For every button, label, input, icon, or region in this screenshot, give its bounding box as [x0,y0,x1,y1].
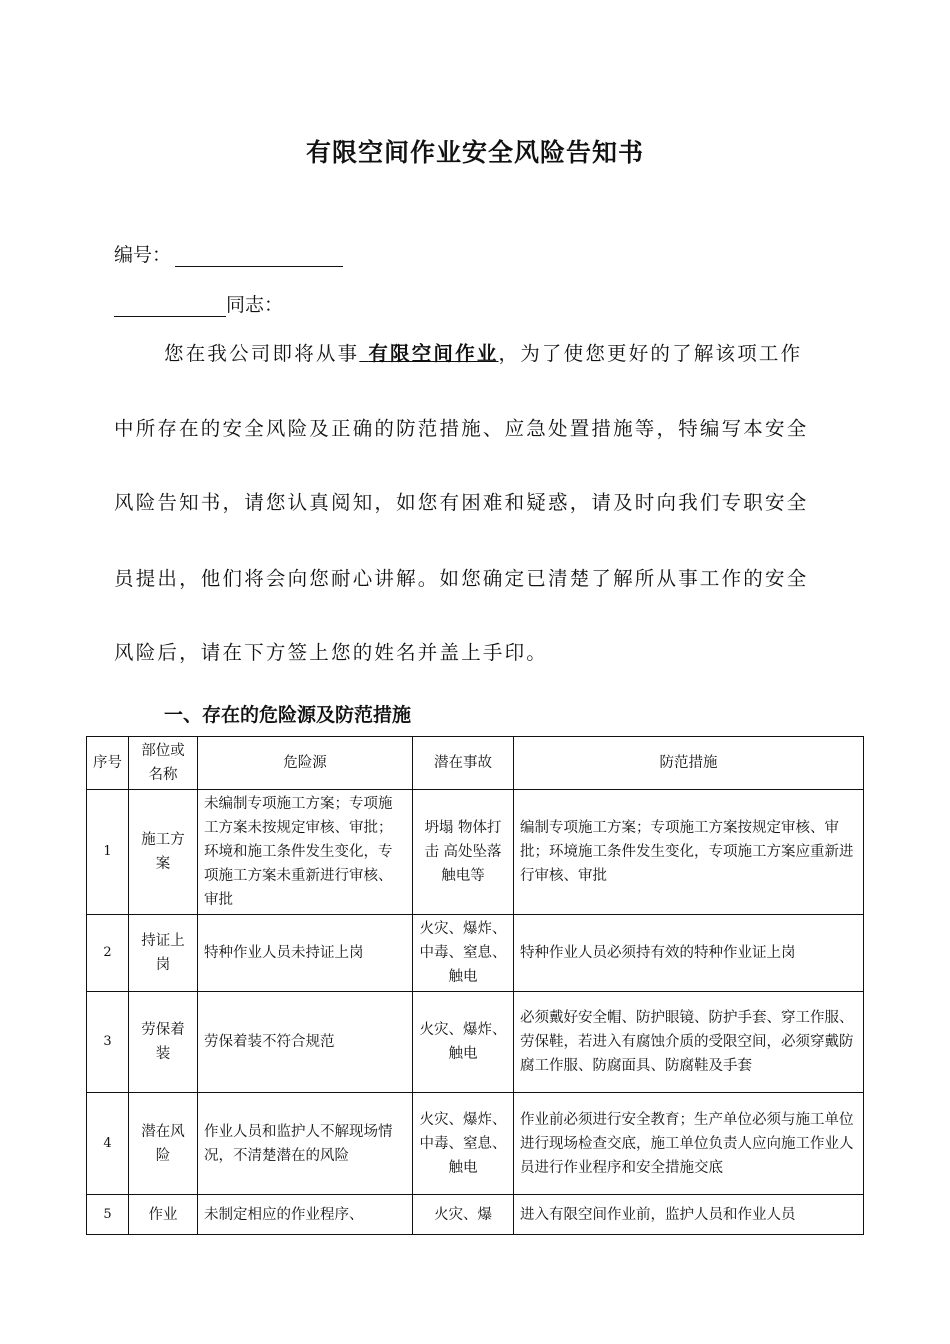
row-no: 1 [87,790,129,915]
row-part: 劳保着装 [129,992,198,1093]
paragraph-line-5: 风险后，请在下方签上您的姓名并盖上手印。 [114,641,549,664]
row-measure: 编制专项施工方案；专项施工方案按规定审核、审批；环境施工条件发生变化，专项施工方案应重新进行审核、审批 [514,790,864,915]
row-part: 持证上岗 [129,915,198,992]
row-accident: 火灾、爆炸、触电 [413,992,514,1093]
work-type-text: 有限空间作业 [368,342,499,365]
addressee-line [114,290,283,317]
para-text: 您在我公司即将从事 [164,342,360,365]
code-blank[interactable] [175,246,343,267]
row-hazard: 未编制专项施工方案；专项施工方案未按规定审核、审批；环境和施工条件发生变化，专项施工方案未重新进行审核、审批 [198,790,413,915]
table-row [87,1093,864,1195]
document-title: 有限空间作业安全风险告知书 [305,138,644,167]
header-hazard: 危险源 [198,737,413,790]
emphasized-work-type [359,342,498,365]
section-title: 一、存在的危险源及防范措施 [164,704,412,726]
header-accident: 潜在事故 [413,737,514,790]
row-part: 潜在风险 [129,1093,198,1195]
paragraph-line-4: 员提出，他们将会向您耐心讲解。如您确定已清楚了解所从事工作的安全 [114,567,809,590]
row-accident: 坍塌 物体打击 高处坠落 触电等 [413,790,514,915]
paragraph-line-3: 风险告知书，请您认真阅知，如您有困难和疑惑，请及时向我们专职安全 [114,491,809,514]
row-hazard: 作业人员和监护人不解现场情况，不清楚潜在的风险 [198,1093,413,1195]
paragraph-line-1 [164,338,844,366]
table-row [87,1195,864,1235]
header-part: 部位或名称 [129,737,198,790]
table-row [87,915,864,992]
row-measure: 作业前必须进行安全教育；生产单位必须与施工单位进行现场检查交底，施工单位负责人应向施工作业人员进行作业程序和安全措施交底 [514,1093,864,1195]
table-row [87,790,864,915]
row-accident: 火灾、爆炸、中毒、窒息、触电 [413,915,514,992]
row-no: 2 [87,915,129,992]
row-measure: 特种作业人员必须持有效的特种作业证上岗 [514,915,864,992]
row-no: 5 [87,1195,129,1235]
para-text: ，为了使您更好的了解该项工作 [498,342,803,365]
row-hazard: 特种作业人员未持证上岗 [198,915,413,992]
table-row [87,992,864,1093]
row-accident: 火灾、爆炸、中毒、窒息、触电 [413,1093,514,1195]
addressee-suffix: 同志： [226,294,284,316]
header-measure: 防范措施 [514,737,864,790]
code-label: 编号： [114,244,172,266]
table-header-row [87,737,864,790]
row-accident: 火灾、爆 [413,1195,514,1235]
row-measure: 进入有限空间作业前，监护人员和作业人员 [514,1195,864,1235]
row-measure: 必须戴好安全帽、防护眼镜、防护手套、穿工作服、劳保鞋，若进入有腐蚀介质的受限空间，必须穿戴防腐工作服、防腐面具、防腐鞋及手套 [514,992,864,1093]
name-blank[interactable] [114,296,226,317]
row-part: 施工方案 [129,790,198,915]
code-line [114,240,343,267]
row-hazard: 未制定相应的作业程序、 [198,1195,413,1235]
header-no: 序号 [87,737,129,790]
row-part: 作业 [129,1195,198,1235]
row-hazard: 劳保着装不符合规范 [198,992,413,1093]
paragraph-line-2: 中所存在的安全风险及正确的防范措施、应急处置措施等，特编写本安全 [114,417,809,440]
risk-table [86,736,864,1235]
row-no: 4 [87,1093,129,1195]
row-no: 3 [87,992,129,1093]
